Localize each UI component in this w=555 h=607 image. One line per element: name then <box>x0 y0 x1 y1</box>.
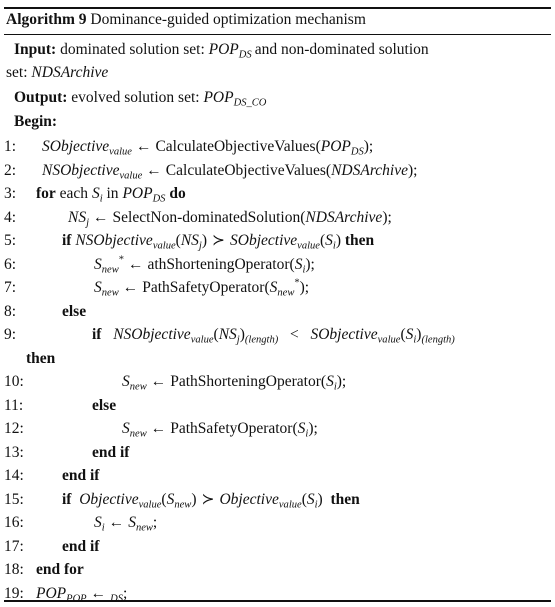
top-rule <box>4 7 551 9</box>
input-line-wrap: set: NDSArchive <box>6 64 109 81</box>
caption-rule <box>4 34 551 35</box>
algorithm-title: Dominance-guided optimization mechanism <box>90 11 366 28</box>
step-9-wrap: then <box>26 349 56 367</box>
algorithm-caption <box>6 11 366 29</box>
algorithm-label: Algorithm 9 <box>6 11 87 28</box>
begin-line: Begin: <box>14 113 58 130</box>
output-line: Output: evolved solution set: $POP_{DS\_CO}$ <box>14 89 267 109</box>
input-line: Input: dominated solution set: $POP_{DS}$ and non-dominated solution <box>14 41 429 61</box>
algorithm-block: Algorithm 9 Dominance-guided optimization mechanism Input: dominated solution set: $POP_{DS}$ and non-dominated solution set: NDSArchive Output: evolved solution set: $POP_{DS\_CO}$ Begin: 1: SObjective$_{value}$ ← $CalculateObjectiveValues(POP_{DS})$; 2: NSObjective$_{value}$ ← CalculateObjectiveValues(NDSArchive); 3: for each $S_i$ in $POP_{DS}$ do 4: $NS_j$ ← SelectNon-dominatedSolution(NDSArchive); 5: if $NSObjective_{value}(NS_j)$ ≻ $SObjective_{value}(S_i)$ then 6: $S_{new}^*$ ← $athShorteningOperator(S_i)$; 7: $S_{new}$ ← $PathSafetyOperator(S_{new}^*)$; 8: else 9: if $NSObjective_{value}(NS_j)_{(length)}$ < $SObjective_{value}(S_i)_{(length)}$ then 10: $S_{new}$ ← $PathShorteningOperator(S_i)$; 11: else 12: $S_{new}$ ← $PathSafetyOperator(S_i)$; 13: end if 14: end if 15: if $Objective_{value}(S_{new})$ ≻ $Objective_{value}(S_i)$ then 16: $S_i$ ← $S_{new}$; 17: end if 18: end for 19: $POP_{POP}$ ← $_{DS}$; <box>4 0 551 603</box>
